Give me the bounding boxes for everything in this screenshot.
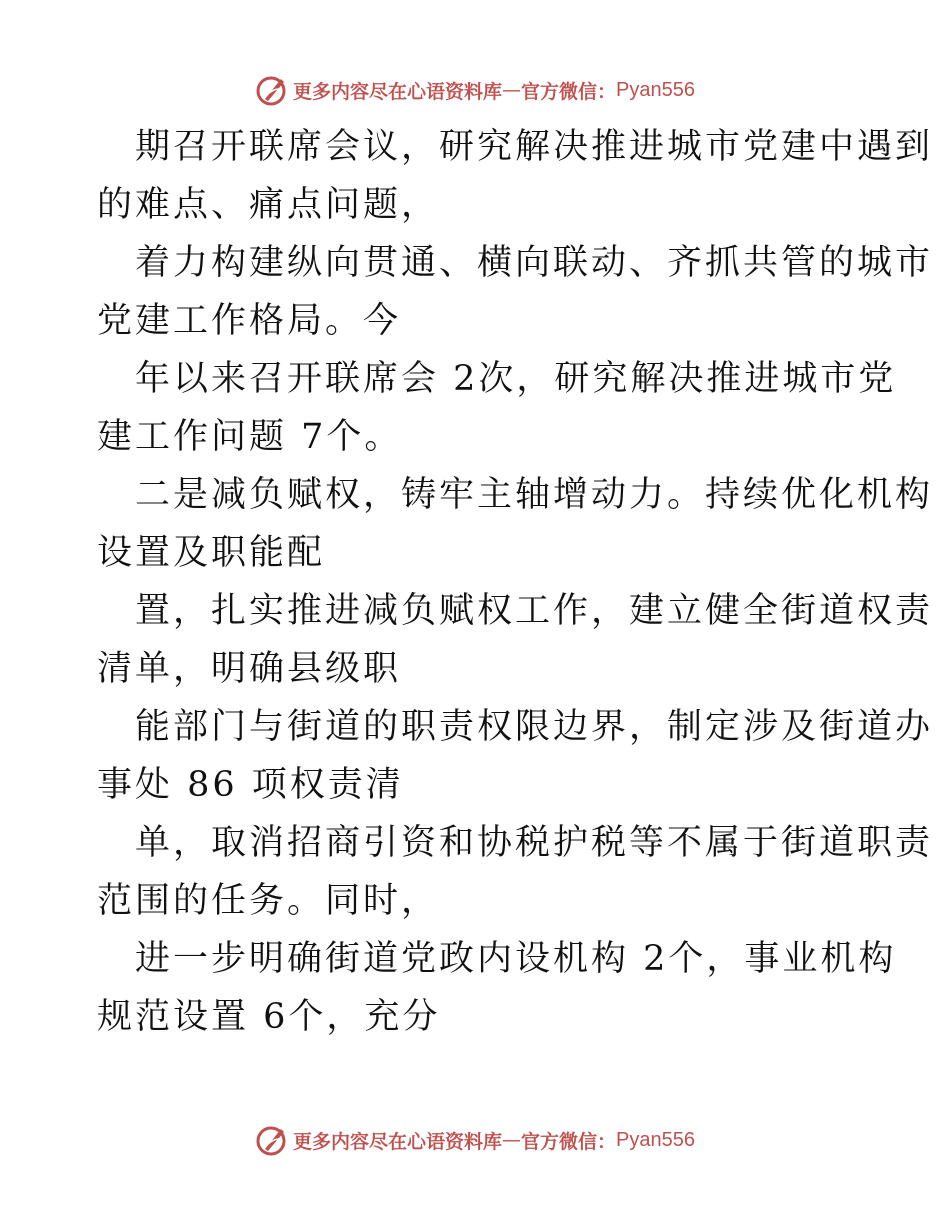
footer-contact-id: Pyan556: [616, 1128, 695, 1151]
paragraph-line: 范围的任务。同时，: [97, 881, 440, 921]
paragraph-line: 置，扎实推进减负赋权工作，建立健全街道权责: [135, 591, 934, 631]
paragraph-line: 规范设置 6个，充分: [97, 997, 441, 1037]
quill-circle-logo-icon: [255, 1123, 289, 1157]
paragraph-line: 建工作问题 7个。: [97, 417, 403, 457]
paragraph-line: 事处 86 项权责清: [97, 765, 404, 805]
paragraph-line: 单，取消招商引资和协税护税等不属于街道职责: [135, 823, 934, 863]
header-brand-text: 更多内容尽在心语资料库: [293, 80, 503, 103]
footer-watermark-banner: [0, 1120, 950, 1160]
paragraph-line: 能部门与街道的职责权限边界，制定涉及街道办: [135, 707, 934, 747]
paragraph-line: 设置及职能配: [97, 533, 326, 573]
paragraph-line: 二是减负赋权，铸牢主轴增动力。持续优化机构: [135, 475, 934, 515]
header-watermark-banner: [0, 70, 950, 110]
footer-separator: —: [502, 1129, 522, 1151]
paragraph-line: 年以来召开联席会 2次，研究解决推进城市党: [135, 359, 897, 399]
header-contact-id: Pyan556: [616, 78, 695, 101]
paragraph-line: 进一步明确街道党政内设机构 2个，事业机构: [135, 939, 897, 979]
paragraph-line: 期召开联席会议，研究解决推进城市党建中遇到: [135, 127, 934, 167]
paragraph-line: 党建工作格局。今: [97, 301, 402, 341]
footer-brand-text: 更多内容尽在心语资料库: [293, 1130, 503, 1153]
paragraph-line: 的难点、痛点问题，: [97, 185, 440, 225]
header-separator: —: [502, 79, 522, 101]
paragraph-line: 着力构建纵向贯通、横向联动、齐抓共管的城市: [135, 243, 934, 283]
footer-contact-label: 官方微信：: [521, 1130, 617, 1153]
header-contact-label: 官方微信：: [521, 80, 617, 103]
document-body: [97, 118, 934, 1046]
paragraph-line: 清单，明确县级职: [97, 649, 402, 689]
quill-circle-logo-icon: [255, 73, 289, 107]
